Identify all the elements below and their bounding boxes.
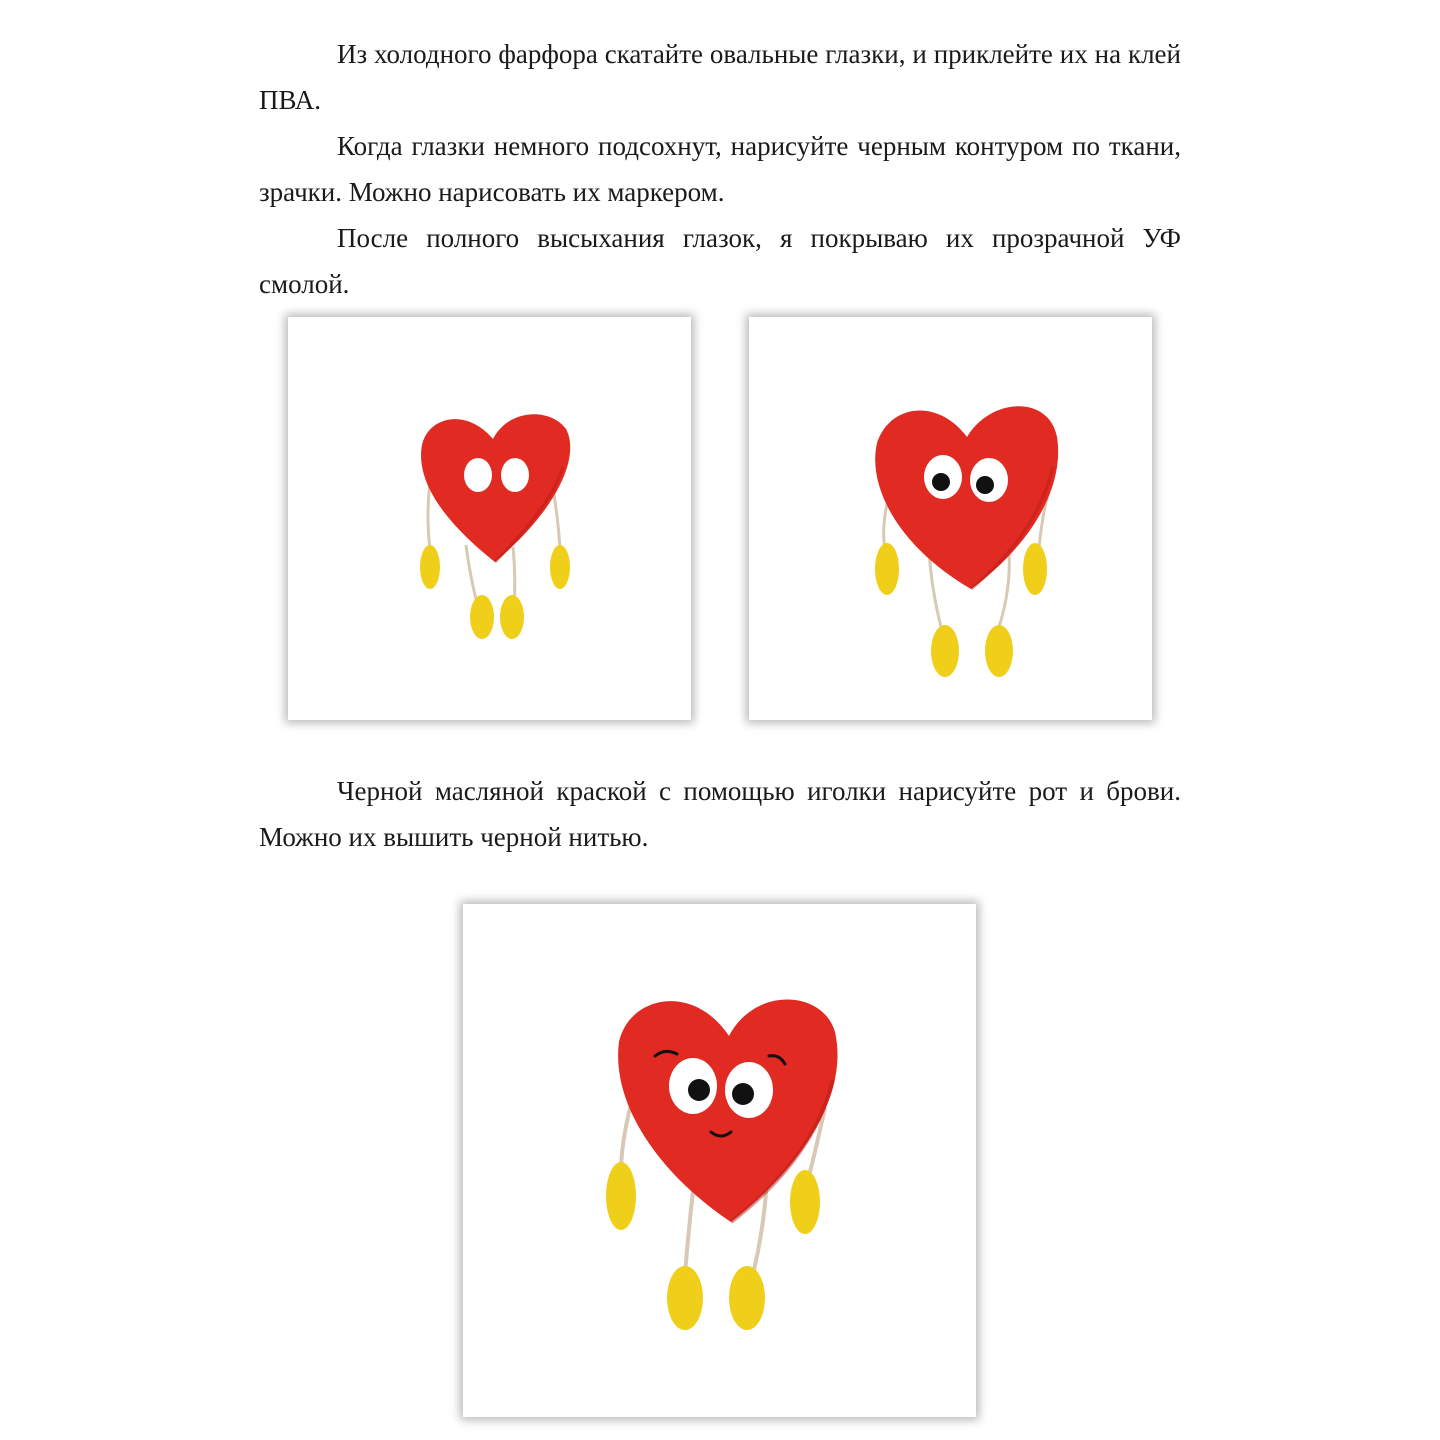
photo-heart-with-pupils	[749, 317, 1152, 720]
paragraph-uv-resin: После полного высыхания глазок, я покрываю их прозрачной УФ смолой.	[259, 223, 1181, 299]
paragraph-mouth-brows: Черной масляной краской с помощью иголки нарисуйте рот и брови. Можно их вышить черной нитью.	[259, 776, 1181, 852]
photo-heart-plain-eyes	[288, 317, 691, 720]
paragraph-pupils: Когда глазки немного подсохнут, нарисуйте черным контуром по ткани, зрачки. Можно нарисовать их маркером.	[259, 131, 1181, 207]
photo-heart-with-face	[463, 904, 976, 1417]
heart-toy-image	[749, 317, 1152, 720]
heart-toy-image	[463, 904, 976, 1417]
heart-toy-image	[288, 317, 691, 720]
paragraph-eyes-porcelain: Из холодного фарфора скатайте овальные глазки, и приклейте их на клей ПВА.	[259, 39, 1181, 115]
